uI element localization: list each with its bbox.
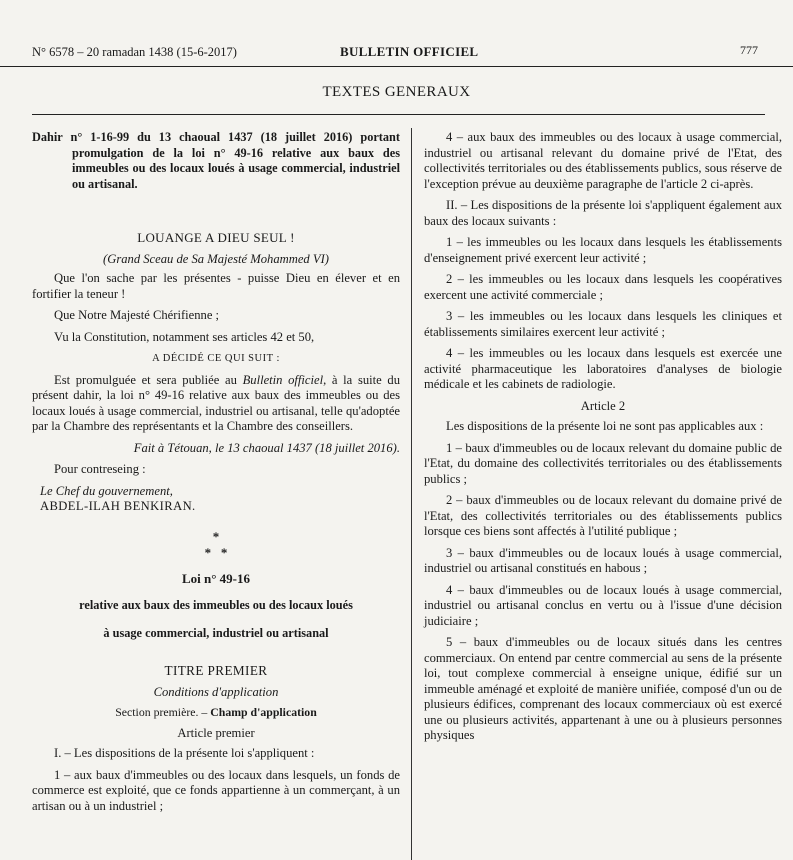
paragraph: 1 – baux d'immeubles ou de locaux relevant du domaine public de l'Etat, du domaine des collectivités territoriales ou des établissements publics ; [424,440,782,486]
law-number: Loi n° 49-16 [181,570,251,586]
paragraph: 4 – baux d'immeubles ou de locaux loués à usage commercial, industriel ou artisanal conclus en vertu ou à l'issue d'une décision judiciaire ; [424,582,782,628]
praise-heading: LOUANGE A DIEU SEUL ! [137,230,295,245]
signer-title: Le Chef du gouvernement, [40,483,173,498]
paragraph: Que l'on sache par les présentes - puisse Dieu en élever et en fortifier la teneur ! [32,271,400,301]
running-header [0,40,793,67]
paragraph: 3 – les immeubles ou les locaux dans lesquels les cliniques et établissements similaires exercent leur activité ; [424,309,782,339]
promulgation-paragraph [32,373,400,435]
paragraph: 2 – baux d'immeubles ou de locaux relevant du domaine privé de l'Etat, des collectivités territoriales ou des établissements publics lorsque ces biens sont affectés à l'utilité publique ; [424,493,782,538]
paragraph: Vu la Constitution, notamment ses articles 42 et 50, [54,329,315,344]
decision-heading: A DÉCIDÉ CE QUI SUIT : [152,353,280,364]
paragraph: 5 – baux d'immeubles ou de locaux situés dans les centres commerciaux. On entend par centre commercial au sens de la présente loi, tout complexe commercial à enseigne unique, édifié sur un immeuble aménagé et exploité de manière unifiée, composé d'un ou de plusieurs édifices, comprenant des locaux commerciaux où est exercé une ou plusieurs activités, appartenant à une ou à plusieurs personnes physiques [424,635,782,742]
seal-line: (Grand Sceau de Sa Majesté Mohammed VI) [103,251,329,266]
section-label: Section première. – [115,705,211,719]
section-heading [32,705,400,721]
signer-block [32,484,400,515]
paragraph: I. – Les dispositions de la présente loi s'appliquent : [54,746,315,760]
paragraph: 4 – les immeubles ou les locaux dans lesquels est exercée une activité pharmaceutique les laboratoires d'analyses de biologie médicale et les cabinets de radiologie. [424,346,782,391]
text-run: Est promulguée et sera publiée au [54,372,243,387]
page-number: 777 [740,43,758,57]
paragraph: Que Notre Majesté Chérifienne ; [54,308,220,322]
paragraph: 4 – aux baux des immeubles ou des locaux à usage commercial, industriel ou artisanal relevant du domaine privé de l'Etat, des collectivités territoriales ou des établissements publics, sous réserve de l'exception prévue au deuxième paragraphe de l'article 2 ci-après. [424,130,782,191]
paragraph: 1 – les immeubles ou les locaux dans lesquels les établissements d'enseignement privé exercent leur activité ; [424,235,782,265]
signer-name: ABDEL-ILAH BENKIRAN. [40,499,196,513]
article-heading: Article premier [177,725,255,740]
column-divider [411,128,412,860]
bulletin-reference: Bulletin officiel [242,372,324,387]
article-heading: Article 2 [580,398,626,413]
paragraph: 3 – baux d'immeubles ou de locaux loués à usage commercial, industriel ou artisanal constitués en habous ; [424,545,782,575]
paragraph: 1 – aux baux d'immeubles ou des locaux dans lesquels, un fonds de commerce est exploité, que ce fonds appartienne à un commerçant, à un artisan ou à un industriel ; [32,767,400,813]
issue-reference: N° 6578 – 20 ramadan 1438 (15-6-2017) [32,45,237,59]
separator-stars [32,529,400,561]
section-rule [32,114,765,115]
titre-heading: TITRE PREMIER [164,663,268,678]
left-column [32,130,400,820]
dahir-title: Dahir n° 1-16-99 du 13 chaoual 1437 (18 juillet 2016) portant promulgation de la loi n° 49-16 relative aux baux des immeubles ou des locaux loués à usage commercial, industriel ou artisanal. [32,130,400,191]
signature-place-date: Fait à Tétouan, le 13 chaoual 1437 (18 juillet 2016). [133,440,400,455]
section-title: TEXTES GENERAUX [322,84,471,100]
section-name: Champ d'application [210,705,317,719]
law-subtitle: à usage commercial, industriel ou artisanal [103,625,329,640]
law-subtitle: relative aux baux des immeubles ou des locaux loués [79,598,353,612]
titre-subheading: Conditions d'application [153,684,279,699]
countersign-label: Pour contreseing : [54,462,146,476]
publication-name: BULLETIN OFFICIEL [340,44,479,59]
paragraph: II. – Les dispositions de la présente loi s'appliquent également aux baux des locaux suivants : [424,198,782,228]
star-line: * [212,528,220,544]
text-run: , à la suite du présent dahir, la loi n° 49-16 relative aux baux des immeubles ou des locaux loués à usage commercial, industriel ou artisanal, telle qu'adoptée par la Chambre des représentants et la Chambre des conseillers. [32,372,400,433]
star-line: * * [204,544,228,560]
paragraph: Les dispositions de la présente loi ne sont pas applicables aux : [446,419,764,433]
right-column [424,130,782,750]
paragraph: 2 – les immeubles ou les locaux dans lesquels les coopératives exercent une activité commerciale ; [424,272,782,302]
